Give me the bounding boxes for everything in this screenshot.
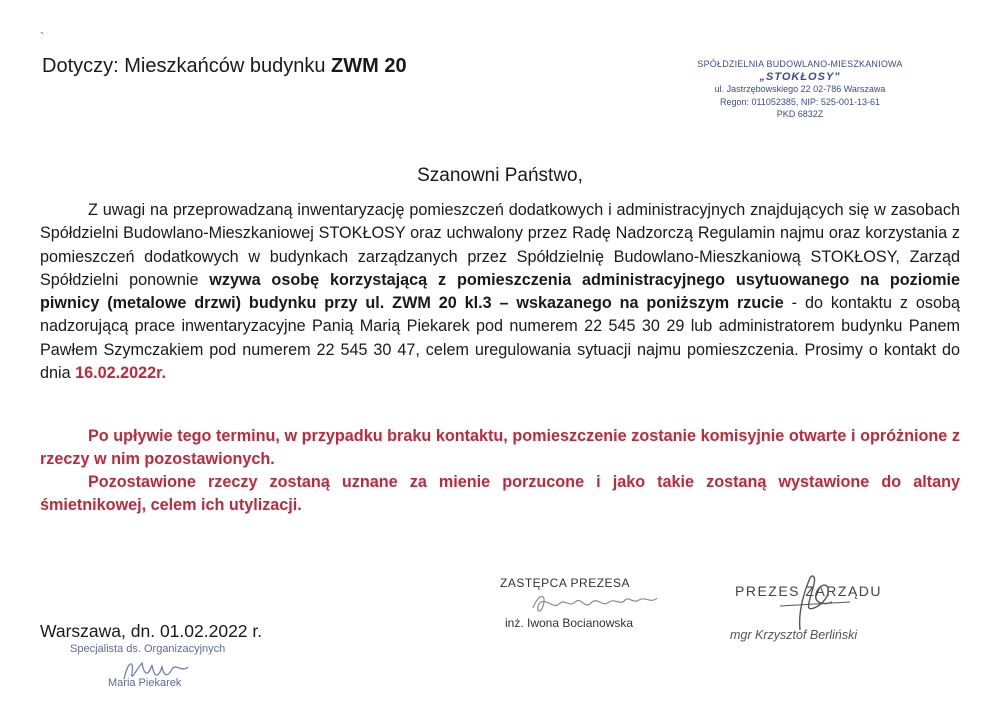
subject-building: ZWM 20 [331, 55, 407, 77]
scan-mark: ` [40, 30, 44, 44]
warning-paragraph-2 [40, 471, 960, 517]
letter-date: Warszawa, dn. 01.02.2022 r. [40, 621, 263, 641]
subject-prefix: Dotyczy: Mieszkańców budynku [42, 55, 332, 77]
warning-paragraph-1 [40, 425, 960, 471]
deputy-name: inż. Iwona Bocianowska [505, 616, 634, 630]
stamp-line-address: ul. Jastrzębowskiego 22 02-786 Warszawa [714, 84, 886, 94]
specialist-signature-scribble [118, 655, 198, 685]
body-text-intro: Z uwagi na przeprowadzaną inwentaryzację pomieszczeń dodatkowych i administracyjnych znajdujących się w zasobach Spółdzielni Budowlano-Mieszkaniowej STOKŁOSY oraz uchwalony przez Radę Nadzorczą Regulamin najmu oraz korzystania z pomieszczeń dodatkowych w budynkach zarządzanych przez Spółdzielnię Budowlano-Mieszkaniową STOKŁOSY, Zarząd Spółdzielni ponownie [40, 201, 960, 289]
letter-body [40, 199, 960, 385]
president-name: mgr Krzysztof Berliński [730, 628, 858, 642]
letter-subject [42, 55, 407, 78]
warning-text-1: Po upływie tego terminu, w przypadku braku kontaktu, pomieszczenie zostanie komisyjnie otwarte i opróżnione z rzeczy w nim pozostawionych. [40, 427, 960, 468]
warning-text-2: Pozostawione rzeczy zostaną uznane za mienie porzucone i jako takie zostaną wystawione do altany śmietnikowej, celem ich utylizacji. [40, 473, 960, 514]
president-signature-scribble [770, 572, 860, 632]
president-role: PREZES ZARZĄDU [735, 583, 883, 599]
stamp-line-brand: „STOKŁOSY" [759, 70, 841, 83]
stamp-line-ids: Regon: 011052385, NIP: 525-001-13-61 [720, 96, 880, 107]
greeting: Szanowni Państwo, [417, 165, 583, 186]
body-paragraph [40, 199, 960, 385]
specialist-role: Specjalista ds. Organizacyjnych [70, 643, 226, 655]
cooperative-stamp [690, 58, 910, 121]
body-text-contact: - do kontaktu z osobą nadzorującą prace inwentaryzacyjne Panią Marią Piekarek pod numerem 22 545 30 29 lub administratorem budynku Panem Pawłem Szymczakiem pod numerem 22 545 30 47, celem uregulowania sytuacji najmu pomieszczenia. Prosimy o kontakt do dnia [40, 294, 960, 383]
deputy-role: ZASTĘPCA PREZESA [500, 576, 631, 590]
body-text-summons: wzywa osobę korzystającą z pomieszczenia administracyjnego usytuowanego na poziomie piwnicy (metalowe drzwi) budynku przy ul. ZWM 20 kl.3 – wskazanego na poniższym rzucie [40, 270, 960, 313]
stamp-line-pkd: PKD 6832Z [776, 109, 824, 119]
stamp-line-name: SPÓŁDZIELNIA BUDOWLANO-MIESZKANIOWA [697, 59, 903, 69]
deputy-signature-scribble [525, 588, 665, 618]
specialist-name: Maria Piekarek [108, 677, 182, 689]
deadline-date: 16.02.2022r. [75, 364, 167, 383]
